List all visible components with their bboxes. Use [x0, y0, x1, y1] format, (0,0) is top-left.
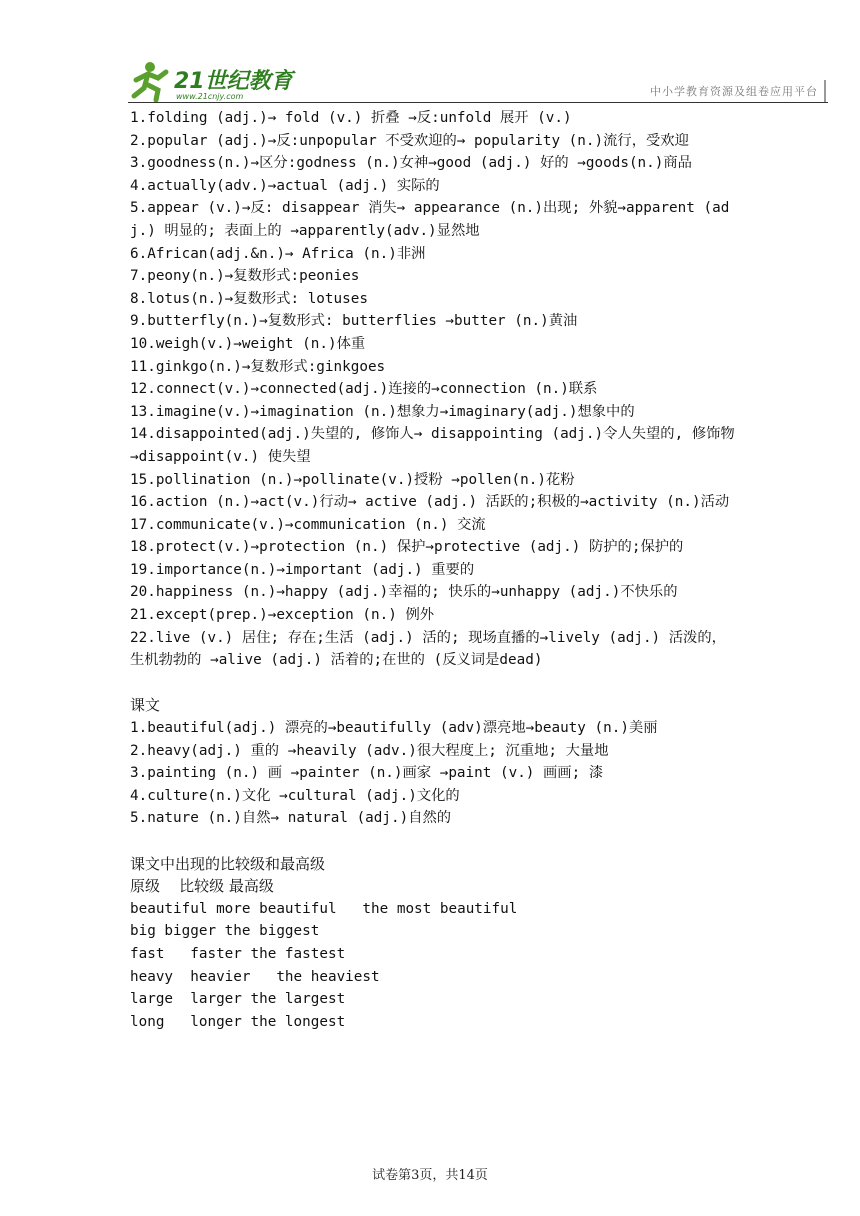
vocab-line: 18.protect(v.)→protection (n.) 保护→protective (adj.) 防护的;保护的: [130, 539, 684, 556]
comparison-section-title: 课文中出现的比较级和最高级: [130, 854, 326, 873]
vocab-line: 11.ginkgo(n.)→复数形式:ginkgoes: [130, 358, 386, 375]
vocab-line: 3.goodness(n.)→区分:godness (n.)女神→good (adj.) 好的 →goods(n.)商品: [130, 155, 692, 172]
text-line: 4.culture(n.)文化 →cultural (adj.)文化的: [130, 787, 460, 804]
vocab-line: 16.action (n.)→act(v.)行动→ active (adj.) 活跃的;积极的→activity (n.)活动: [130, 494, 730, 511]
comparison-row: fast faster the fastest: [130, 945, 346, 962]
vocab-line: 12.connect(v.)→connected(adj.)连接的→connection (n.)联系: [130, 381, 598, 398]
vocab-line: 22.live (v.) 居住; 存在;生活 (adj.) 活的; 现场直播的→lively (adj.) 活泼的，生机勃勃的 →alive (adj.) 活着的;在世的 (反义词是dead): [130, 629, 726, 669]
comparison-row: big bigger the biggest: [130, 923, 320, 940]
vocab-line: 2.popular (adj.)→反:unpopular 不受欢迎的→ popularity (n.)流行，受欢迎: [130, 132, 689, 149]
vocab-line: 15.pollination (n.)→pollinate(v.)授粉 →pollen(n.)花粉: [130, 471, 575, 488]
spacer: [130, 672, 740, 695]
vocab-line: 8.lotus(n.)→复数形式: lotuses: [130, 290, 368, 307]
header-rule: [128, 102, 828, 103]
vocab-line: 10.weigh(v.)→weight (n.)体重: [130, 335, 366, 352]
text-line: 2.heavy(adj.) 重的 →heavily (adv.)很大程度上; 沉重地; 大量地: [130, 742, 609, 759]
comparison-row: beautiful more beautiful the most beautiful: [130, 900, 518, 917]
text-line: 3.painting (n.) 画 →painter (n.)画家 →paint (v.) 画画; 漆: [130, 765, 604, 782]
vocab-line: 20.happiness (n.)→happy (adj.)幸福的; 快乐的→unhappy (adj.)不快乐的: [130, 584, 678, 601]
spacer: [130, 830, 740, 853]
text-section-title: 课文: [130, 696, 161, 715]
vocab-line: 9.butterfly(n.)→复数形式: butterflies →butter (n.)黄油: [130, 313, 578, 330]
header-divider: [824, 80, 826, 102]
logo-url: www.21cnjy.com: [176, 92, 244, 101]
comparison-header-row: 原级 比较级 最高级: [130, 877, 274, 896]
comparison-row: large larger the largest: [130, 991, 346, 1008]
site-logo: [128, 58, 298, 102]
vocab-line: 13.imagine(v.)→imagination (n.)想象力→imaginary(adj.)想象中的: [130, 403, 635, 420]
vocab-line: 21.except(prep.)→exception (n.) 例外: [130, 607, 435, 624]
runner-logo-icon: [128, 58, 298, 102]
vocab-line: 6.African(adj.&n.)→ Africa (n.)非洲: [130, 245, 426, 262]
vocab-line: 4.actually(adv.)→actual (adj.) 实际的: [130, 177, 440, 194]
page-header: [128, 58, 828, 104]
vocab-line: 19.importance(n.)→important (adj.) 重要的: [130, 561, 475, 578]
comparison-row: heavy heavier the heaviest: [130, 968, 380, 985]
vocab-line: 14.disappointed(adj.)失望的, 修饰人→ disappointing (adj.)令人失望的, 修饰物→disappoint(v.) 使失望: [130, 426, 735, 465]
vocab-line: 1.folding (adj.)→ fold (v.) 折叠 →反:unfold 展开 (v.): [130, 110, 572, 126]
vocab-line: 5.appear (v.)→反: disappear 消失→ appearance (n.)出现; 外貌→apparent (adj.) 明显的; 表面上的 →apparently(adv.)显然地: [130, 200, 730, 239]
comparison-row: long longer the longest: [130, 1013, 346, 1030]
vocab-list: [130, 107, 740, 672]
comparison-table: [130, 898, 740, 1034]
document-body: [130, 107, 740, 1033]
logo-text: 21世纪教育: [174, 69, 293, 94]
vocab-line: 17.communicate(v.)→communication (n.) 交流: [130, 516, 486, 533]
text-section-list: [130, 717, 740, 830]
page-footer: 试卷第3页，共14页: [372, 1168, 488, 1183]
vocab-line: 7.peony(n.)→复数形式:peonies: [130, 268, 360, 285]
text-line: 1.beautiful(adj.) 漂亮的→beautifully (adv)漂亮地→beauty (n.)美丽: [130, 720, 658, 737]
text-line: 5.nature (n.)自然→ natural (adj.)自然的: [130, 810, 452, 827]
header-tagline: 中小学教育资源及组卷应用平台: [650, 85, 818, 98]
